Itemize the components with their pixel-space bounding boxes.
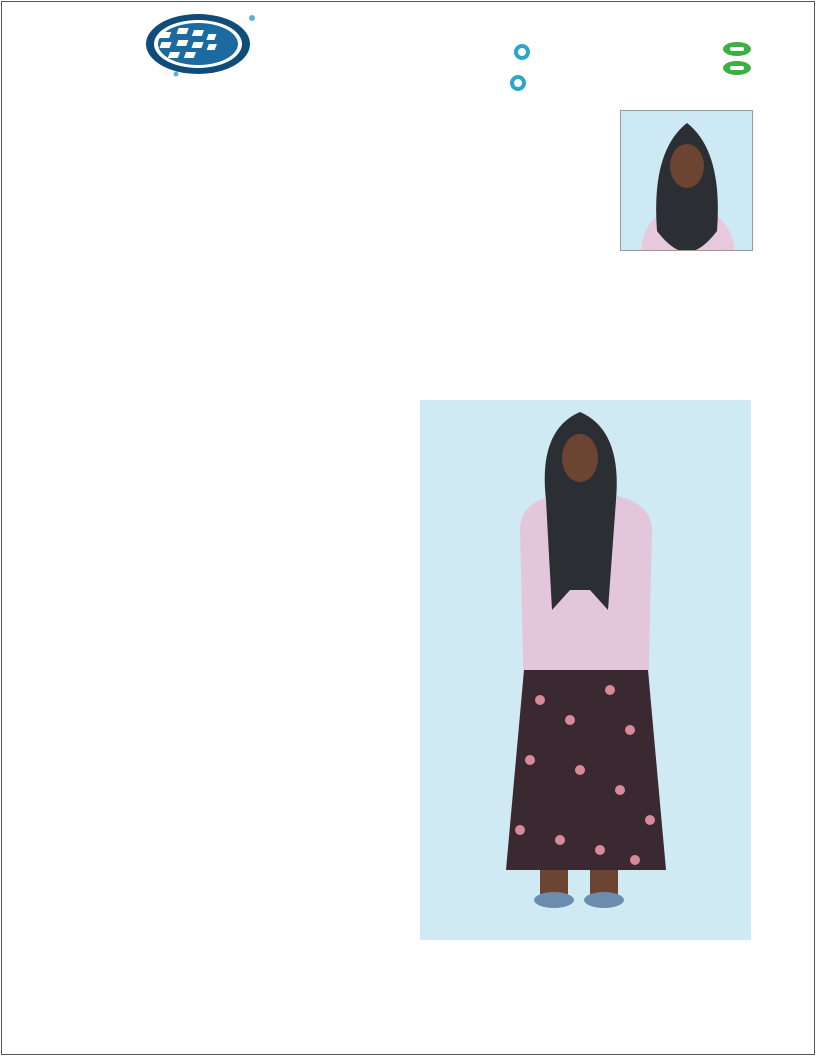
whatsapp-icon bbox=[512, 43, 532, 61]
logo bbox=[140, 8, 260, 80]
phone-icon bbox=[722, 41, 752, 57]
applicant-full-photo bbox=[420, 400, 751, 940]
applicant-headshot bbox=[620, 110, 753, 251]
whatsapp-icon bbox=[508, 74, 528, 92]
globe-logo-icon bbox=[140, 8, 260, 80]
phone-icon bbox=[722, 60, 752, 76]
